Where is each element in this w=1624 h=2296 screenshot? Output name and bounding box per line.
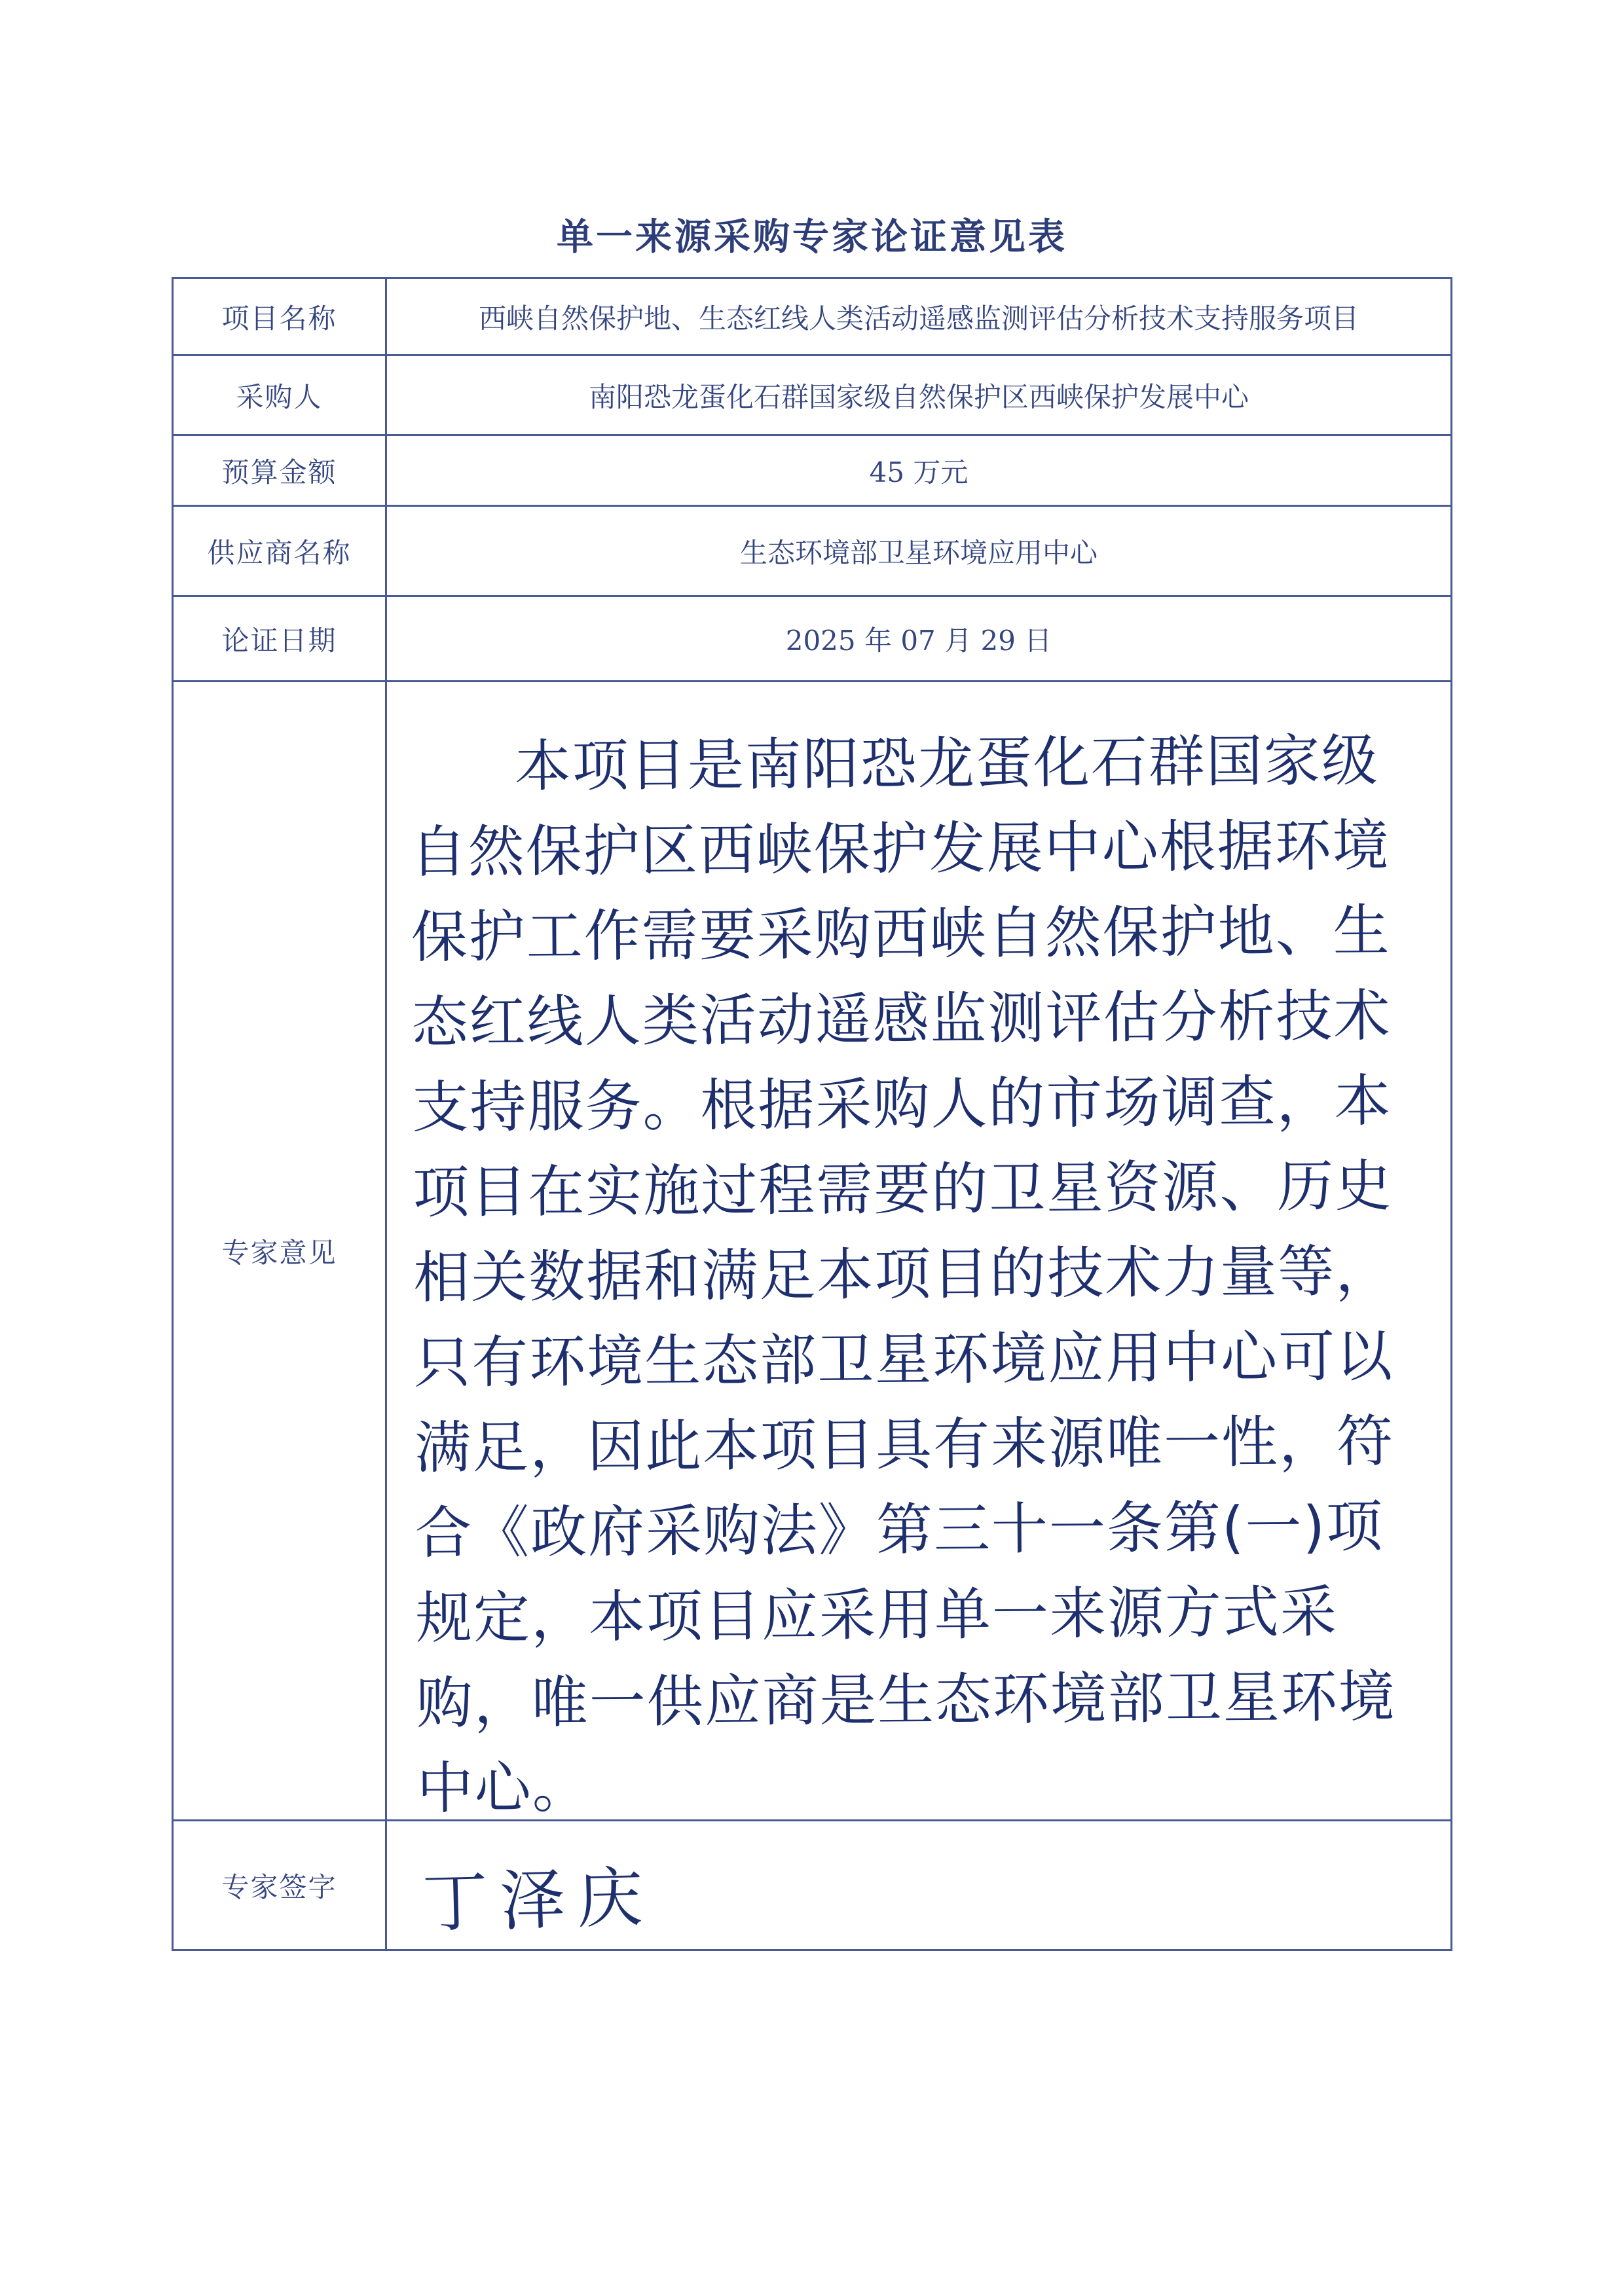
row-budget	[172, 434, 1452, 505]
project-name-value: 西峡自然保护地、生态红线人类活动遥感监测评估分析技术支持服务项目	[478, 302, 1359, 335]
supplier-label: 供应商名称	[174, 507, 387, 595]
expert-signature: 丁泽庆	[421, 1859, 655, 1942]
expert-signature-label: 专家签字	[174, 1821, 387, 1949]
row-project-name	[172, 277, 1452, 354]
row-supplier	[172, 505, 1452, 595]
page-title: 单一来源采购专家论证意见表	[557, 215, 1067, 259]
purchaser-value: 南阳恐龙蛋化石群国家级自然保护区西峡保护发展中心	[588, 380, 1249, 413]
date-value: 2025 年 07 月 29 日	[785, 624, 1052, 657]
row-date	[172, 595, 1452, 680]
purchaser-label: 采购人	[174, 356, 387, 434]
row-purchaser	[172, 354, 1452, 434]
date-label: 论证日期	[174, 597, 387, 680]
budget-value: 45 万元	[869, 456, 969, 488]
expert-opinion-label: 专家意见	[174, 682, 387, 1819]
row-expert-signature	[172, 1819, 1452, 1951]
budget-label: 预算金额	[174, 436, 387, 505]
supplier-value: 生态环境部卫星环境应用中心	[739, 536, 1098, 569]
project-name-label: 项目名称	[174, 279, 387, 354]
form-table	[172, 277, 1452, 1951]
row-expert-opinion	[172, 680, 1452, 1822]
expert-opinion-handwritten-text: 本项目是南阳恐龙蛋化石群国家级自然保护区西峡保护发展中心根据环境保护工作需要采购西峡自然保护地、生态红线人类活动遥感监测评估分析技术支持服务。根据采购人的市场调查，本项目在实施过程需要的卫星资源、历史相关数据和满足本项目的技术力量等，只有环境生态部卫星环境应用中心可以满足，因此本项目具有来源唯一性，符合《政府采购法》第三十一条第(一)项规定，本项目应采用单一来源方式采购，唯一供应商是生态环境部卫星环境中心。	[410, 728, 1397, 1822]
